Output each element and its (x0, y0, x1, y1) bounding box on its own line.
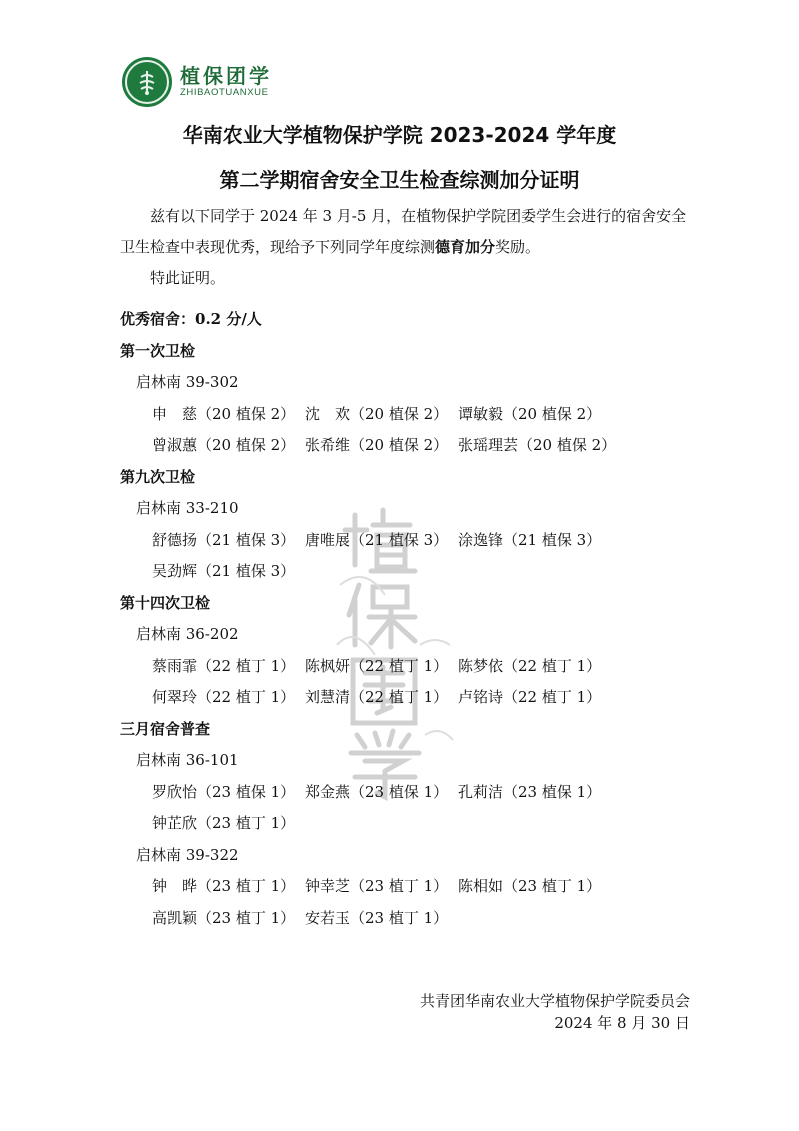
student-entry: 高凯颖（23 植丁 1） (152, 908, 296, 927)
dorm-name: 启林南 36-101 (136, 751, 239, 769)
student-entry: 吴劲辉（21 植保 3） (152, 562, 296, 580)
student-entry: 蔡雨霏（22 植丁 1） (152, 656, 296, 675)
student-row (120, 651, 720, 683)
award-rule: 优秀宿舍：0.2 分/人 (120, 310, 262, 328)
intro-paragraph (120, 201, 690, 263)
student-entry: 钟幸芝（23 植丁 1） (305, 877, 449, 895)
signature-date: 2024 年 8 月 30 日 (554, 1014, 690, 1032)
student-entry: 舒德扬（21 植保 3） (152, 530, 296, 549)
student-entry: 郑金燕（23 植保 1） (305, 782, 449, 801)
student-entry: 孔莉洁（23 植保 1） (458, 782, 602, 801)
student-row (120, 871, 720, 903)
student-entry: 涂逸锋（21 植保 3） (458, 530, 602, 549)
student-entry: 张希维（20 植保 2） (305, 436, 449, 454)
student-entry: 陈枫妍（22 植丁 1） (305, 656, 449, 675)
intro-text-b: 奖励。 (495, 238, 541, 256)
dorm-name: 启林南 39-322 (136, 845, 239, 864)
student-entry: 谭敏毅（20 植保 2） (458, 404, 602, 423)
student-row (120, 430, 720, 462)
document-title-line2: 第二学期宿舍安全卫生检查综测加分证明 (219, 168, 580, 192)
award-list (120, 304, 720, 934)
student-row (120, 808, 720, 840)
student-entry: 钟 晔（23 植丁 1） (152, 877, 296, 895)
dorm-name: 启林南 33-210 (136, 499, 239, 517)
student-entry: 卢铭诗（22 植丁 1） (458, 688, 602, 706)
certify-paragraph: 特此证明。 (150, 269, 226, 287)
student-entry: 何翠玲（22 植丁 1） (152, 688, 296, 706)
student-entry: 申 慈（20 植保 2） (152, 404, 296, 423)
intro-text-bold: 德育加分 (435, 238, 496, 256)
section-title: 三月宿舍普查 (120, 719, 211, 738)
student-entry: 张瑶理芸（20 植保 2） (458, 436, 617, 454)
student-entry: 安若玉（23 植丁 1） (305, 908, 449, 927)
document-title-line1: 华南农业大学植物保护学院 2023-2024 学年度 (182, 123, 617, 147)
logo (122, 57, 272, 107)
student-entry: 唐唯展（21 植保 3） (305, 530, 449, 549)
section-title: 第一次卫检 (120, 341, 196, 360)
student-entry: 曾淑蕙（20 植保 2） (152, 436, 296, 454)
student-entry: 钟芷欣（23 植丁 1） (152, 814, 296, 832)
section-title: 第九次卫检 (120, 467, 196, 486)
logo-title-cn: 植保团学 (180, 64, 272, 88)
signature-org: 共青团华南农业大学植物保护学院委员会 (419, 992, 690, 1010)
student-entry: 陈相如（23 植丁 1） (458, 877, 602, 895)
intro-text-a: 兹有以下同学于 2024 年 3 月-5 月，在植物保护学院团委学生会进行的宿舍安全卫生检查中表现优秀，现给予下列同学年度综测 (120, 207, 687, 256)
student-entry: 刘慧清（22 植丁 1） (305, 688, 449, 706)
student-entry: 沈 欢（20 植保 2） (305, 404, 449, 423)
section-title: 第十四次卫检 (120, 593, 211, 612)
student-row (120, 903, 720, 935)
student-row (120, 777, 720, 809)
student-entry: 陈梦依（22 植丁 1） (458, 656, 602, 675)
dorm-name: 启林南 39-302 (136, 373, 239, 391)
dorm-name: 启林南 36-202 (136, 625, 239, 643)
logo-title-en: ZHIBAOTUANXUE (180, 87, 269, 98)
student-entry: 罗欣怡（23 植保 1） (152, 782, 296, 801)
student-row (120, 525, 720, 557)
logo-seal-icon (122, 57, 172, 107)
student-row (120, 682, 720, 714)
student-row (120, 556, 720, 588)
student-row (120, 399, 720, 431)
